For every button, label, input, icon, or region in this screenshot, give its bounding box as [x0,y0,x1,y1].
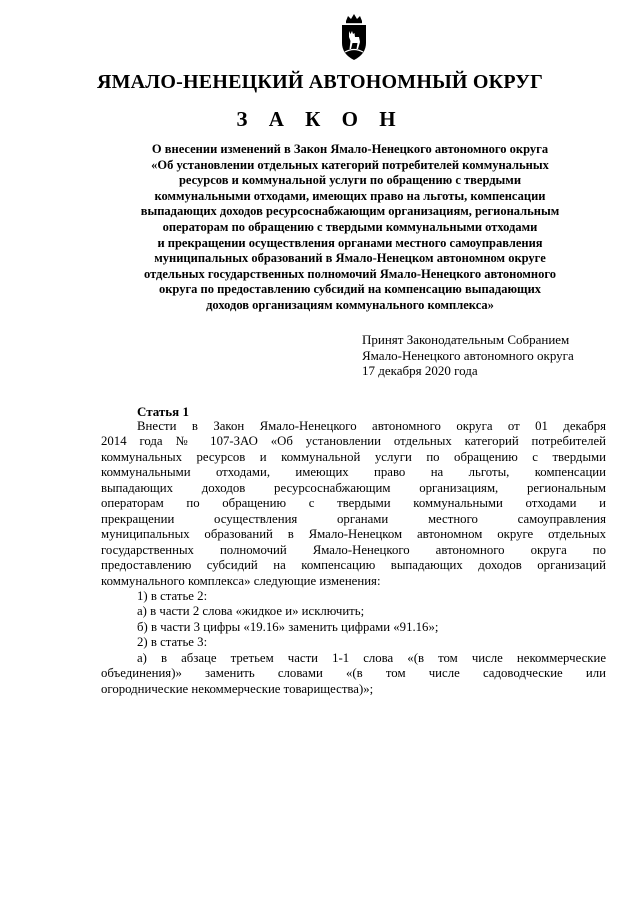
paragraph-line: 2014 года № 107-ЗАО «Об установлении отдельных категорий потребителей [101,434,606,449]
paragraph-line: предоставлению субсидий на компенсацию выпадающих доходов организаций [101,558,606,573]
article-body [101,419,606,697]
paragraph-line: операторам по обращению с твердыми коммунальными отходами и [101,496,606,511]
list-item: 2) в статье 3: [137,635,208,650]
paragraph-line: коммунальных ресурсов и коммунальной услуги по обращению с твердыми [101,449,606,464]
document-type: З А К О Н [236,107,404,131]
list-item: 1) в статье 2: [137,588,208,603]
paragraph-line: государственных полномочий Ямало-Ненецкого автономного округа по [101,542,606,557]
paragraph-line: прекращении осуществления органами местного самоуправления [101,511,606,526]
title-line: выпадающих доходов ресурсоснабжающим организациям, региональным [140,204,560,219]
paragraph-line: коммунального комплекса» следующие изменения: [101,573,381,588]
paragraph-line: огороднические некоммерческие товарищества)»; [101,681,374,696]
title-line: коммунальными отходами, имеющих право на льготы, компенсации [154,188,546,203]
title-line: ресурсов и коммунальной услуги по обращению с твердыми [178,173,522,188]
title-line: отдельных государственных полномочий Ямало-Ненецкого автономного [144,266,556,281]
title-line: «Об установлении отдельных категорий потребителей коммунальных [151,157,549,172]
list-item: б) в части 3 цифры «19.16» заменить цифрами «91.16»; [137,619,439,634]
coat-of-arms-icon [337,14,371,62]
article-paragraph [101,419,606,589]
title-line: муниципальных образований в Ямало-Ненецком автономном округе [154,251,546,266]
list-item [101,651,606,697]
paragraph-line: муниципальных образований в Ямало-Ненецком автономном округе отдельных [101,527,606,542]
adoption-date: 17 декабря 2020 года [362,363,478,378]
list-item: а) в части 2 слова «жидкое и» исключить; [137,604,365,619]
law-title [90,142,610,314]
adoption-line: Ямало-Ненецкого автономного округа [362,347,574,363]
title-line: операторам по обращению с твердыми коммунальными отходами [162,219,538,234]
paragraph-line: а) в абзаце третьем части 1-1 слова «(в том числе некоммерческие [137,650,606,665]
region-name: ЯМАЛО-НЕНЕЦКИЙ АВТОНОМНЫЙ ОКРУГ [96,71,544,93]
paragraph-line: объединения)» заменить словами «(в том числе садоводческие или [101,666,606,681]
paragraph-line: Внести в Закон Ямало-Ненецкого автономного округа от 01 декабря [137,419,606,433]
paragraph-line: коммунальными отходами, имеющих право на льготы, компенсации [101,465,606,480]
adoption-note [362,332,574,379]
adoption-line: Принят Законодательным Собранием [362,332,570,347]
title-line: округа по предоставлению субсидий на компенсацию выпадающих [158,282,542,297]
title-line: и прекращении осуществления органами местного самоуправления [157,235,543,250]
paragraph-line: выпадающих доходов ресурсоснабжающим организациям, региональным [101,480,606,495]
article-title: Статья 1 [137,404,189,419]
title-line: доходов организациям коммунального комплекса» [206,297,494,312]
title-line: О внесении изменений в Закон Ямало-Ненецкого автономного округа [151,142,549,156]
